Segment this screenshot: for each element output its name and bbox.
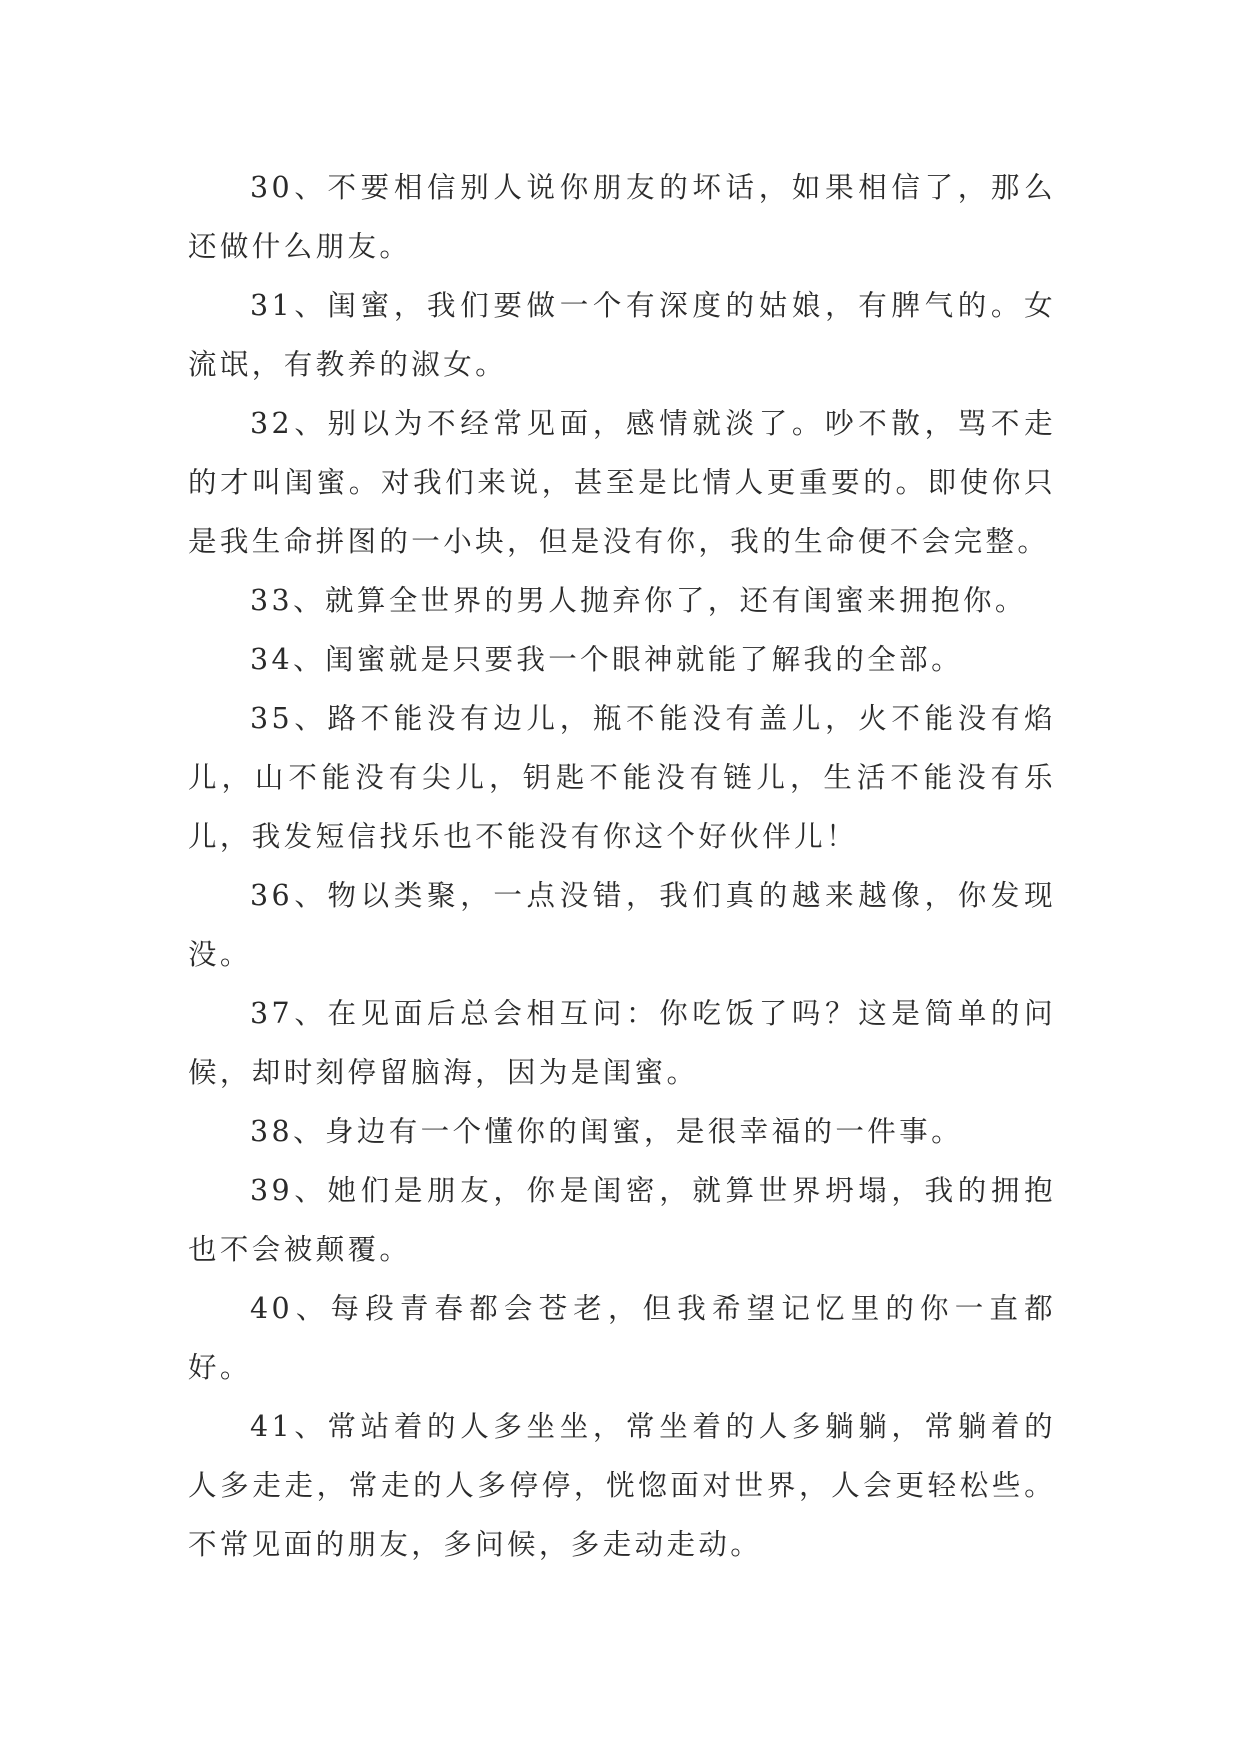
paragraph-37: 37、在见面后总会相互问：你吃饭了吗？这是简单的问候，却时刻停留脑海，因为是闺蜜。	[188, 997, 1056, 1089]
paragraph-32: 32、别以为不经常见面，感情就淡了。吵不散，骂不走的才叫闺蜜。对我们来说，甚至是比情人更重要的。即使你只是我生命拼图的一小块，但是没有你，我的生命便不会完整。	[188, 407, 1056, 558]
paragraph-35: 35、路不能没有边儿，瓶不能没有盖儿，火不能没有焰儿，山不能没有尖儿，钥匙不能没有链儿，生活不能没有乐儿，我发短信找乐也不能没有你这个好伙伴儿！	[188, 702, 1056, 853]
paragraph-38: 38、身边有一个懂你的闺蜜，是很幸福的一件事。	[250, 1115, 963, 1148]
paragraph-31: 31、闺蜜，我们要做一个有深度的姑娘，有脾气的。女流氓，有教养的淑女。	[188, 289, 1056, 381]
paragraph-30: 30、不要相信别人说你朋友的坏话，如果相信了，那么还做什么朋友。	[188, 171, 1056, 263]
paragraph-33: 33、就算全世界的男人抛弃你了，还有闺蜜来拥抱你。	[250, 584, 1027, 617]
paragraph-39: 39、她们是朋友，你是闺密，就算世界坍塌，我的拥抱也不会被颠覆。	[188, 1174, 1056, 1266]
paragraph-40: 40、每段青春都会苍老，但我希望记忆里的你一直都好。	[188, 1292, 1056, 1384]
paragraph-41: 41、常站着的人多坐坐，常坐着的人多躺躺，常躺着的人多走走，常走的人多停停，恍惚面对世界，人会更轻松些。不常见面的朋友，多问候，多走动走动。	[188, 1410, 1056, 1561]
document-body	[188, 158, 1056, 1574]
paragraph-36: 36、物以类聚，一点没错，我们真的越来越像，你发现没。	[188, 879, 1056, 971]
paragraph-34: 34、闺蜜就是只要我一个眼神就能了解我的全部。	[250, 643, 963, 676]
